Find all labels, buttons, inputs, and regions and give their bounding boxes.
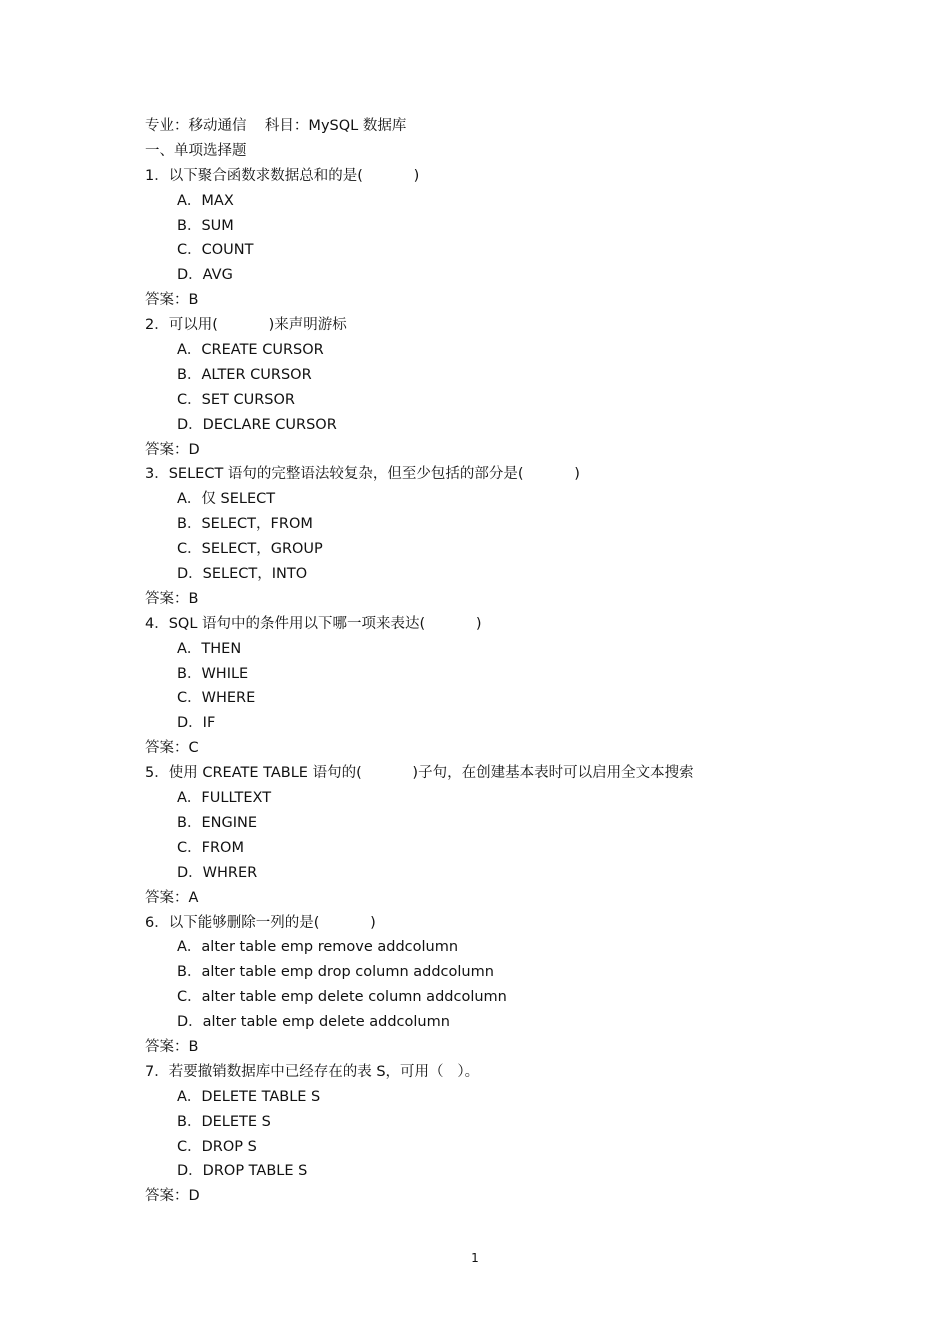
- document-meta: 专业：移动通信 科目：MySQL 数据库: [145, 118, 407, 134]
- option-b: B．SELECT，FROM: [177, 516, 313, 533]
- question-6: [145, 911, 845, 1060]
- option-a: A．DELETE TABLE S: [177, 1088, 321, 1105]
- option-a: A．仅 SELECT: [177, 491, 276, 508]
- option-c: C．FROM: [177, 839, 244, 856]
- question-5: [145, 761, 845, 910]
- page-content: [145, 114, 845, 1209]
- option-a: A．FULLTEXT: [177, 790, 272, 807]
- page-number: 1: [471, 1251, 479, 1265]
- question-stem: 4．SQL 语句中的条件用以下哪一项来表达( ): [145, 615, 482, 632]
- option-d: D．DROP TABLE S: [177, 1163, 308, 1180]
- option-b: B．ALTER CURSOR: [177, 366, 312, 383]
- question-stem: 6．以下能够删除一列的是( ): [145, 914, 376, 931]
- option-b: B．WHILE: [177, 665, 249, 682]
- question-7: [145, 1060, 845, 1209]
- option-c: C．SELECT，GROUP: [177, 541, 323, 558]
- question-stem: 7．若要撤销数据库中已经存在的表 S，可用（ ）。: [145, 1063, 480, 1080]
- question-stem: 1．以下聚合函数求数据总和的是( ): [145, 167, 420, 184]
- option-d: D．WHRER: [177, 864, 258, 881]
- answer: 答案：A: [145, 889, 199, 906]
- question-stem: 5．使用 CREATE TABLE 语句的( )子句，在创建基本表时可以启用全文本搜索: [145, 765, 694, 782]
- answer: 答案：C: [145, 740, 199, 757]
- option-a: A．THEN: [177, 640, 242, 657]
- option-d: D．IF: [177, 715, 216, 732]
- answer: 答案：D: [145, 441, 200, 458]
- question-2: [145, 313, 845, 462]
- option-c: C．COUNT: [177, 242, 254, 259]
- question-stem: 2．可以用( )来声明游标: [145, 317, 347, 334]
- option-a: A．CREATE CURSOR: [177, 342, 324, 359]
- answer: 答案：B: [145, 1038, 199, 1055]
- option-b: B．DELETE S: [177, 1113, 271, 1130]
- option-d: D．AVG: [177, 267, 233, 284]
- option-b: B．alter table emp drop column addcolumn: [177, 964, 494, 981]
- answer: 答案：D: [145, 1188, 200, 1205]
- option-a: A．MAX: [177, 192, 234, 209]
- question-1: [145, 164, 845, 313]
- section-heading: 一、单项选择题: [145, 142, 247, 159]
- option-c: C．WHERE: [177, 690, 256, 707]
- option-c: C．SET CURSOR: [177, 391, 295, 408]
- answer: 答案：B: [145, 292, 199, 309]
- option-c: C．alter table emp delete column addcolumn: [177, 989, 507, 1006]
- question-3: [145, 462, 845, 611]
- option-a: A．alter table emp remove addcolumn: [177, 939, 459, 956]
- option-d: D．SELECT，INTO: [177, 566, 308, 583]
- option-d: D．alter table emp delete addcolumn: [177, 1014, 450, 1031]
- question-4: [145, 612, 845, 761]
- option-c: C．DROP S: [177, 1138, 257, 1155]
- question-stem: 3．SELECT 语句的完整语法较复杂，但至少包括的部分是( ): [145, 466, 580, 483]
- option-b: B．ENGINE: [177, 814, 257, 831]
- option-d: D．DECLARE CURSOR: [177, 416, 337, 433]
- option-b: B．SUM: [177, 217, 234, 234]
- answer: 答案：B: [145, 590, 199, 607]
